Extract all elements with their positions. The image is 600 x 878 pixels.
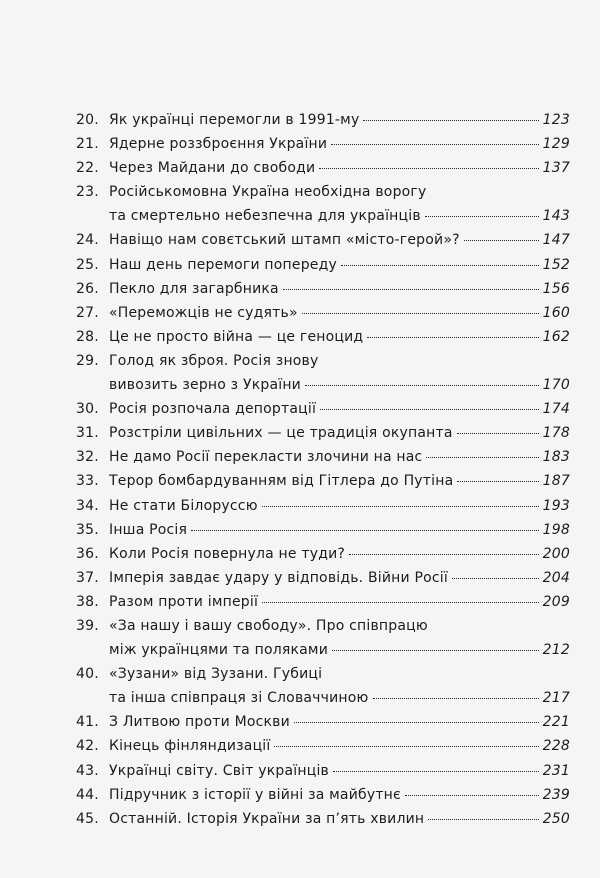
toc-entry: [76, 132, 570, 156]
toc-entry-number: 38.: [76, 593, 99, 610]
toc-dot-leader: [302, 313, 539, 314]
toc-entry-page-number: 123: [542, 112, 570, 128]
toc-entry-page-number: 170: [542, 377, 570, 394]
toc-dot-leader: [332, 650, 539, 651]
toc-entry-number: 35.: [76, 521, 99, 538]
toc-entry-number: 24.: [76, 232, 99, 249]
toc-entry-title: Навіщо нам совєтський штамп «місто-герой»?: [109, 232, 460, 249]
toc-entry: [76, 614, 570, 662]
toc-entry-page-number: 129: [542, 136, 570, 153]
toc-entry-line: [76, 662, 570, 686]
toc-entry: [76, 469, 570, 493]
toc-entry-page-number: 209: [542, 593, 570, 610]
toc-dot-leader: [464, 240, 539, 241]
toc-entry-title: Кінець фінляндизації: [109, 738, 271, 755]
toc-dot-leader: [367, 337, 538, 338]
toc-entry-number: 39.: [76, 617, 99, 634]
toc-entry-line: [76, 253, 570, 277]
toc-entry-title: вивозить зерно з України: [109, 377, 301, 394]
toc-entry: [76, 156, 570, 180]
toc-entry: [76, 807, 570, 831]
toc-entry-number: 25.: [76, 256, 99, 273]
toc-entry-page-number: 200: [542, 545, 570, 562]
toc-entry-title: Не стати Білоруссю: [109, 497, 258, 514]
toc-entry-page-number: 239: [542, 786, 570, 803]
toc-entry-line: [76, 710, 570, 734]
toc-entry: [76, 277, 570, 301]
toc-entry-number: 26.: [76, 280, 99, 297]
toc-entry-line: [76, 518, 570, 542]
toc-entry-number: 28.: [76, 328, 99, 345]
toc-entry-page-number: 147: [542, 232, 570, 249]
toc-entry-page-number: 137: [542, 160, 570, 177]
toc-entry-line: [76, 132, 570, 156]
toc-dot-leader: [319, 168, 538, 169]
toc-entry-title: Терор бомбардуванням від Гітлера до Путіна: [109, 473, 454, 490]
toc-entry-line: [76, 542, 570, 566]
toc-dot-leader: [320, 409, 539, 410]
toc-entry-number: 27.: [76, 304, 99, 321]
toc-entry-number: 23.: [76, 184, 99, 201]
toc-entry-title: та інша співпраця зі Словаччиною: [109, 690, 369, 707]
toc-entry-line: [76, 108, 570, 132]
toc-entry-number: 21.: [76, 136, 99, 153]
toc-entry-title: Імперія завдає удару у відповідь. Війни Росії: [109, 569, 448, 586]
toc-entry-line: [76, 277, 570, 301]
toc-entry: [76, 783, 570, 807]
toc-entry-title: Через Майдани до свободи: [109, 160, 316, 177]
toc-entry: [76, 662, 570, 710]
toc-entry: [76, 759, 570, 783]
toc-dot-leader: [405, 795, 539, 796]
toc-entry-title: «За нашу і вашу свободу». Про співпрацю: [109, 617, 428, 634]
toc-entry: [76, 590, 570, 614]
toc-entry-page-number: 231: [542, 762, 570, 779]
toc-entry: [76, 349, 570, 397]
toc-entry-title: «Переможців не судять»: [109, 304, 298, 321]
toc-entry-page-number: 174: [542, 401, 570, 418]
toc-dot-leader: [283, 289, 539, 290]
toc-entry-title: Росія розпочала депортації: [109, 401, 317, 418]
toc-entry: [76, 397, 570, 421]
toc-entry: [76, 253, 570, 277]
toc-entry-number: 37.: [76, 569, 99, 586]
toc-entry: [76, 518, 570, 542]
toc-entry-title: та смертельно небезпечна для українців: [109, 208, 421, 225]
toc-entry-page-number: 162: [542, 328, 570, 345]
toc-dot-leader: [363, 120, 538, 121]
toc-entry-line: [76, 614, 570, 638]
toc-entry-page-number: 152: [542, 256, 570, 273]
toc-dot-leader: [262, 602, 539, 603]
toc-entry-number: 41.: [76, 714, 99, 731]
toc-entry-line: [76, 421, 570, 445]
toc-dot-leader: [457, 481, 538, 482]
toc-entry-page-number: 187: [542, 473, 570, 490]
toc-dot-leader: [425, 216, 539, 217]
toc-entry-title: Разом проти імперії: [109, 593, 259, 610]
toc-entry-number: 43.: [76, 762, 99, 779]
toc-dot-leader: [457, 433, 539, 434]
toc-entry-line: [76, 590, 570, 614]
toc-entry-number: 22.: [76, 160, 99, 177]
toc-entry-title: З Литвою проти Москви: [109, 714, 290, 731]
toc-entry-title: Підручник з історії у війні за майбутнє: [109, 786, 401, 803]
toc-entry-line: [76, 469, 570, 493]
toc-entry-title: Голод як зброя. Росія знову: [109, 352, 319, 369]
toc-dot-leader: [426, 457, 538, 458]
toc-entry-number: 20.: [76, 112, 99, 128]
toc-entry-number: 40.: [76, 666, 99, 683]
toc-entry: [76, 445, 570, 469]
toc-dot-leader: [341, 265, 539, 266]
table-of-contents: [76, 108, 570, 831]
toc-dot-leader: [305, 385, 539, 386]
toc-entry: [76, 566, 570, 590]
toc-entry-line: [76, 783, 570, 807]
toc-entry: [76, 421, 570, 445]
toc-entry-line: [76, 349, 570, 373]
toc-entry-line: [76, 807, 570, 831]
toc-entry-line: [76, 445, 570, 469]
toc-entry-page-number: 183: [542, 449, 570, 466]
toc-entry-page-number: 160: [542, 304, 570, 321]
toc-entry-title: Ядерне роззброєння України: [109, 136, 328, 153]
toc-entry-page-number: 178: [542, 425, 570, 442]
toc-dot-leader: [428, 819, 538, 820]
toc-entry: [76, 301, 570, 325]
toc-entry-page-number: 250: [542, 810, 570, 827]
toc-entry-title: Українці світу. Світ українців: [109, 762, 329, 779]
toc-entry: [76, 228, 570, 252]
toc-entry-line: [76, 180, 570, 204]
toc-entry-page-number: 221: [542, 714, 570, 731]
toc-entry-line: [76, 325, 570, 349]
toc-dot-leader: [349, 554, 539, 555]
toc-dot-leader: [373, 698, 539, 699]
toc-entry-line: [76, 734, 570, 758]
toc-entry-title: Пекло для загарбника: [109, 280, 279, 297]
toc-entry-line: [76, 566, 570, 590]
toc-entry: [76, 108, 570, 132]
toc-entry-title: Російськомовна Україна необхідна ворогу: [109, 184, 427, 201]
toc-entry-line: [76, 301, 570, 325]
toc-entry: [76, 710, 570, 734]
toc-entry-page-number: 204: [542, 569, 570, 586]
toc-entry-line: [76, 494, 570, 518]
toc-entry-number: 45.: [76, 810, 99, 827]
toc-dot-leader: [274, 746, 538, 747]
toc-entry: [76, 494, 570, 518]
toc-entry-line: [76, 397, 570, 421]
toc-entry: [76, 325, 570, 349]
toc-entry-title: Наш день перемоги попереду: [109, 256, 337, 273]
toc-entry-line: [76, 228, 570, 252]
toc-entry-page-number: 143: [542, 208, 570, 225]
toc-entry-title: між українцями та поляками: [109, 642, 328, 659]
toc-entry-title: Інша Росія: [109, 521, 188, 538]
toc-entry-number: 44.: [76, 786, 99, 803]
toc-entry: [76, 542, 570, 566]
toc-dot-leader: [294, 722, 539, 723]
toc-entry-page-number: 212: [542, 642, 570, 659]
toc-dot-leader: [331, 144, 538, 145]
toc-entry-page-number: 217: [542, 690, 570, 707]
toc-entry-page-number: 198: [542, 521, 570, 538]
toc-entry-page-number: 193: [542, 497, 570, 514]
toc-entry-number: 30.: [76, 401, 99, 418]
toc-dot-leader: [452, 578, 539, 579]
toc-entry-title: «Зузани» від Зузани. Губиці: [109, 666, 323, 683]
toc-entry-page-number: 156: [542, 280, 570, 297]
toc-entry-line: [76, 156, 570, 180]
toc-dot-leader: [191, 530, 539, 531]
toc-entry-number: 42.: [76, 738, 99, 755]
toc-entry-title: Не дамо Росії перекласти злочини на нас: [109, 449, 423, 466]
toc-entry-number: 36.: [76, 545, 99, 562]
toc-entry-title: Як українці перемогли в 1991-му: [109, 112, 360, 128]
toc-entry-title: Це не просто війна — це геноцид: [109, 328, 364, 345]
toc-entry-line: [76, 686, 570, 710]
toc-dot-leader: [262, 506, 539, 507]
toc-entry-page-number: 228: [542, 738, 570, 755]
toc-entry-line: [76, 373, 570, 397]
toc-entry-line: [76, 759, 570, 783]
toc-entry-number: 31.: [76, 425, 99, 442]
toc-entry: [76, 180, 570, 228]
toc-entry-number: 34.: [76, 497, 99, 514]
toc-entry-number: 33.: [76, 473, 99, 490]
toc-entry-number: 32.: [76, 449, 99, 466]
toc-entry-line: [76, 204, 570, 228]
toc-entry-line: [76, 638, 570, 662]
toc-entry-title: Останній. Історія України за п’ять хвилин: [109, 810, 425, 827]
toc-entry-title: Розстріли цивільних — це традиція окупанта: [109, 425, 453, 442]
toc-dot-leader: [333, 771, 539, 772]
toc-entry-title: Коли Росія повернула не туди?: [109, 545, 346, 562]
toc-entry-number: 29.: [76, 352, 99, 369]
toc-entry: [76, 734, 570, 758]
